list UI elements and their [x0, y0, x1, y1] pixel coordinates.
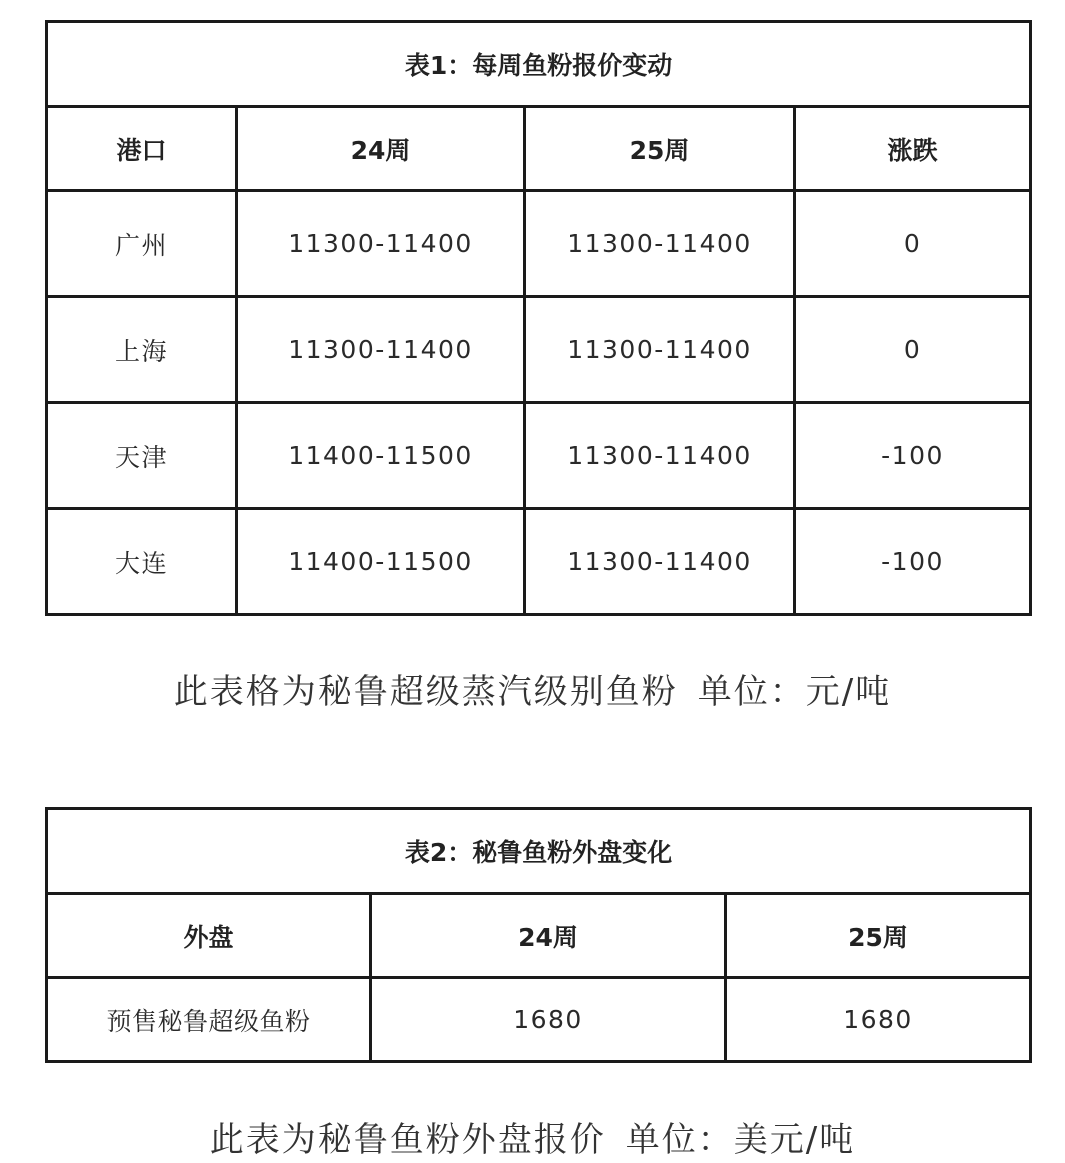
column-header-week25: 25周 [726, 894, 1031, 978]
week25-price-cell: 11300-11400 [525, 191, 795, 297]
table-title: 表1：每周鱼粉报价变动 [47, 22, 1031, 107]
caption-unit: 单位：元/吨 [697, 672, 892, 712]
week24-price-cell: 11300-11400 [237, 191, 525, 297]
caption-unit: 单位：美元/吨 [625, 1120, 856, 1160]
column-header-week25: 25周 [525, 107, 795, 191]
week25-price-cell: 11300-11400 [525, 297, 795, 403]
port-cell: 广州 [47, 191, 237, 297]
week24-price-cell: 11300-11400 [237, 297, 525, 403]
table-row [47, 403, 1031, 509]
table2-caption [0, 1112, 1065, 1161]
column-header-offshore: 外盘 [47, 894, 371, 978]
week24-price-cell: 11400-11500 [237, 509, 525, 615]
port-cell: 天津 [47, 403, 237, 509]
caption-description: 此表格为秘鲁超级蒸汽级别鱼粉 [173, 672, 678, 712]
weekly-price-table [45, 20, 1032, 616]
product-cell: 预售秘鲁超级鱼粉 [47, 978, 371, 1062]
table-row [47, 191, 1031, 297]
week24-price-cell: 11400-11500 [237, 403, 525, 509]
change-cell: -100 [795, 509, 1031, 615]
table-row [47, 509, 1031, 615]
week25-price-cell: 11300-11400 [525, 509, 795, 615]
table1-caption [0, 664, 1065, 713]
change-cell: 0 [795, 191, 1031, 297]
table-row [47, 978, 1031, 1062]
column-header-week24: 24周 [237, 107, 525, 191]
column-header-change: 涨跌 [795, 107, 1031, 191]
port-cell: 大连 [47, 509, 237, 615]
change-cell: 0 [795, 297, 1031, 403]
port-cell: 上海 [47, 297, 237, 403]
table-row [47, 297, 1031, 403]
change-cell: -100 [795, 403, 1031, 509]
column-header-week24: 24周 [371, 894, 726, 978]
column-header-port: 港口 [47, 107, 237, 191]
offshore-price-table [45, 807, 1032, 1063]
table-title: 表2：秘鲁鱼粉外盘变化 [47, 809, 1031, 894]
caption-description: 此表为秘鲁鱼粉外盘报价 [209, 1120, 606, 1160]
week25-price-cell: 11300-11400 [525, 403, 795, 509]
week25-price-cell: 1680 [726, 978, 1031, 1062]
week24-price-cell: 1680 [371, 978, 726, 1062]
